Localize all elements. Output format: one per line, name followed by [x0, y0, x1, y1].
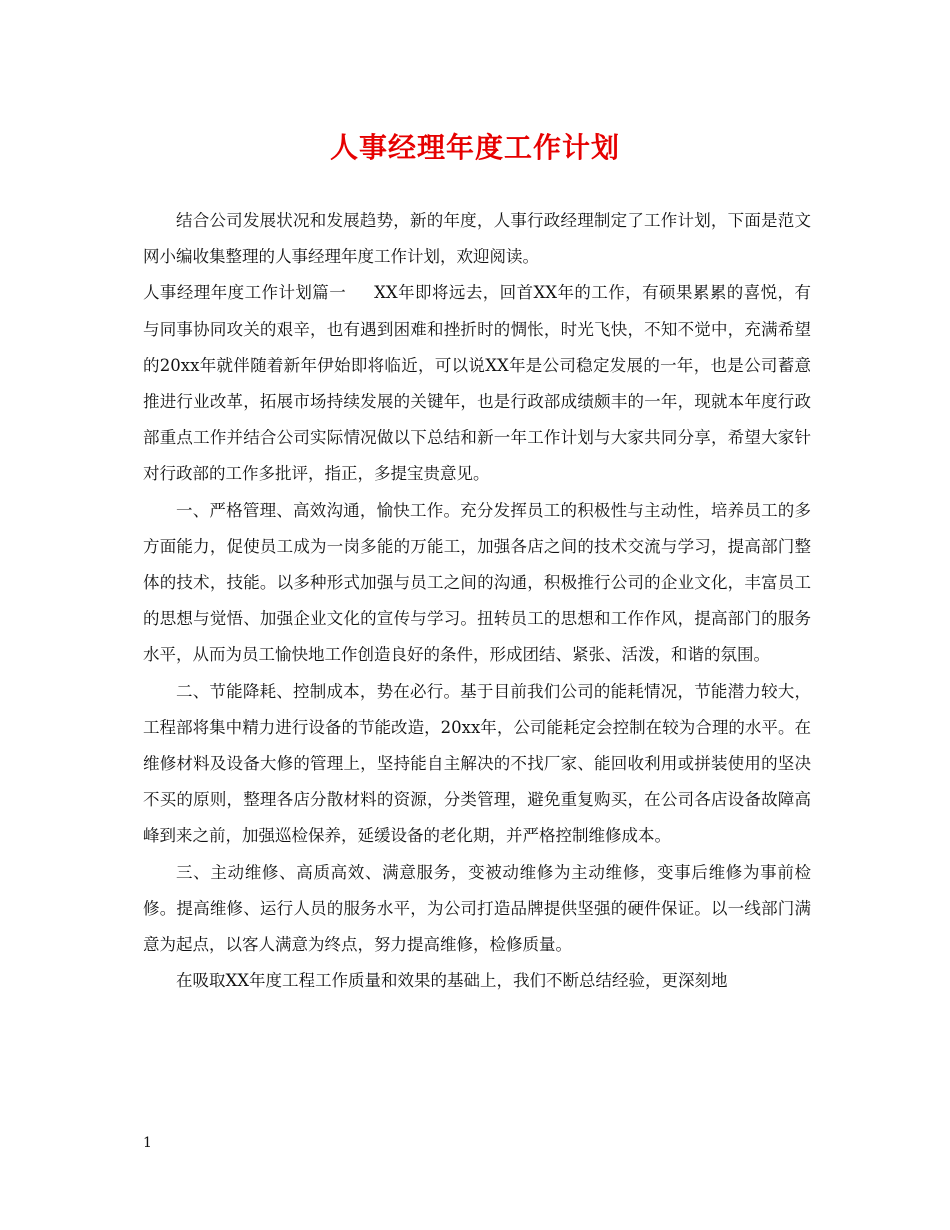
point-2-paragraph: 二、节能降耗、控制成本，势在必行。基于目前我们公司的能耗情况，节能潜力较大，工程部将集中精力进行设备的节能改造，20xx年，公司能耗定会控制在较为合理的水平。在维修材料及设备大修的管理上，坚持能自主解决的不找厂家、能回收利用或拼装使用的坚决不买的原则，整理各店分散材料的资源，分类管理，避免重复购买，在公司各店设备故障高峰到来之前，加强巡检保养，延缓设备的老化期，并严格控制维修成本。 [143, 681, 811, 846]
closing-paragraph: 在吸取XX年度工程工作质量和效果的基础上，我们不断总结经验，更深刻地 [176, 971, 728, 991]
point-1-paragraph: 一、严格管理、高效沟通，愉快工作。充分发挥员工的积极性与主动性，培养员工的多方面能力，促使员工成为一岗多能的万能工，加强各店之间的技术交流与学习，提高部门整体的技术，技能。以多种形式加强与员工之间的沟通，积极推行公司的企业文化，丰富员工的思想与觉悟、加强企业文化的宣传与学习。扭转员工的思想和工作作风，提高部门的服务水平，从而为员工愉快地工作创造良好的条件，形成团结、紧张、活泼，和谐的氛围。 [143, 500, 811, 665]
intro-paragraph: 结合公司发展状况和发展趋势，新的年度，人事行政经理制定了工作计划，下面是范文网小编收集整理的人事经理年度工作计划，欢迎阅读。 [143, 211, 811, 267]
page-number: 1 [143, 1135, 152, 1151]
point-3-paragraph: 三、主动维修、高质高效、满意服务，变被动维修为主动维修，变事后维修为事前检修。提高维修、运行人员的服务水平，为公司打造品牌提供坚强的硬件保证。以一线部门满意为起点，以客人满意为终点，努力提高维修，检修质量。 [143, 862, 811, 955]
section-text: XX年即将远去，回首XX年的工作，有硕果累累的喜悦，有与同事协同攻关的艰辛，也有遇到困难和挫折时的惆怅，时光飞快，不知不觉中，充满希望的20xx年就伴随着新年伊始即将临近，可以说XX年是公司稳定发展的一年，也是公司蓄意推进行业改革，拓展市场持续发展的关键年，也是行政部成绩颇丰的一年，现就本年度行政部重点工作并结合公司实际情况做以下总结和新一年工作计划与大家共同分享，希望大家针对行政部的工作多批评，指正，多提宝贵意见。 [143, 283, 811, 484]
document-body [143, 203, 811, 999]
page-title: 人事经理年度工作计划 [329, 131, 620, 164]
section-paragraph [143, 275, 811, 492]
section-heading: 人事经理年度工作计划篇一 [143, 283, 347, 303]
